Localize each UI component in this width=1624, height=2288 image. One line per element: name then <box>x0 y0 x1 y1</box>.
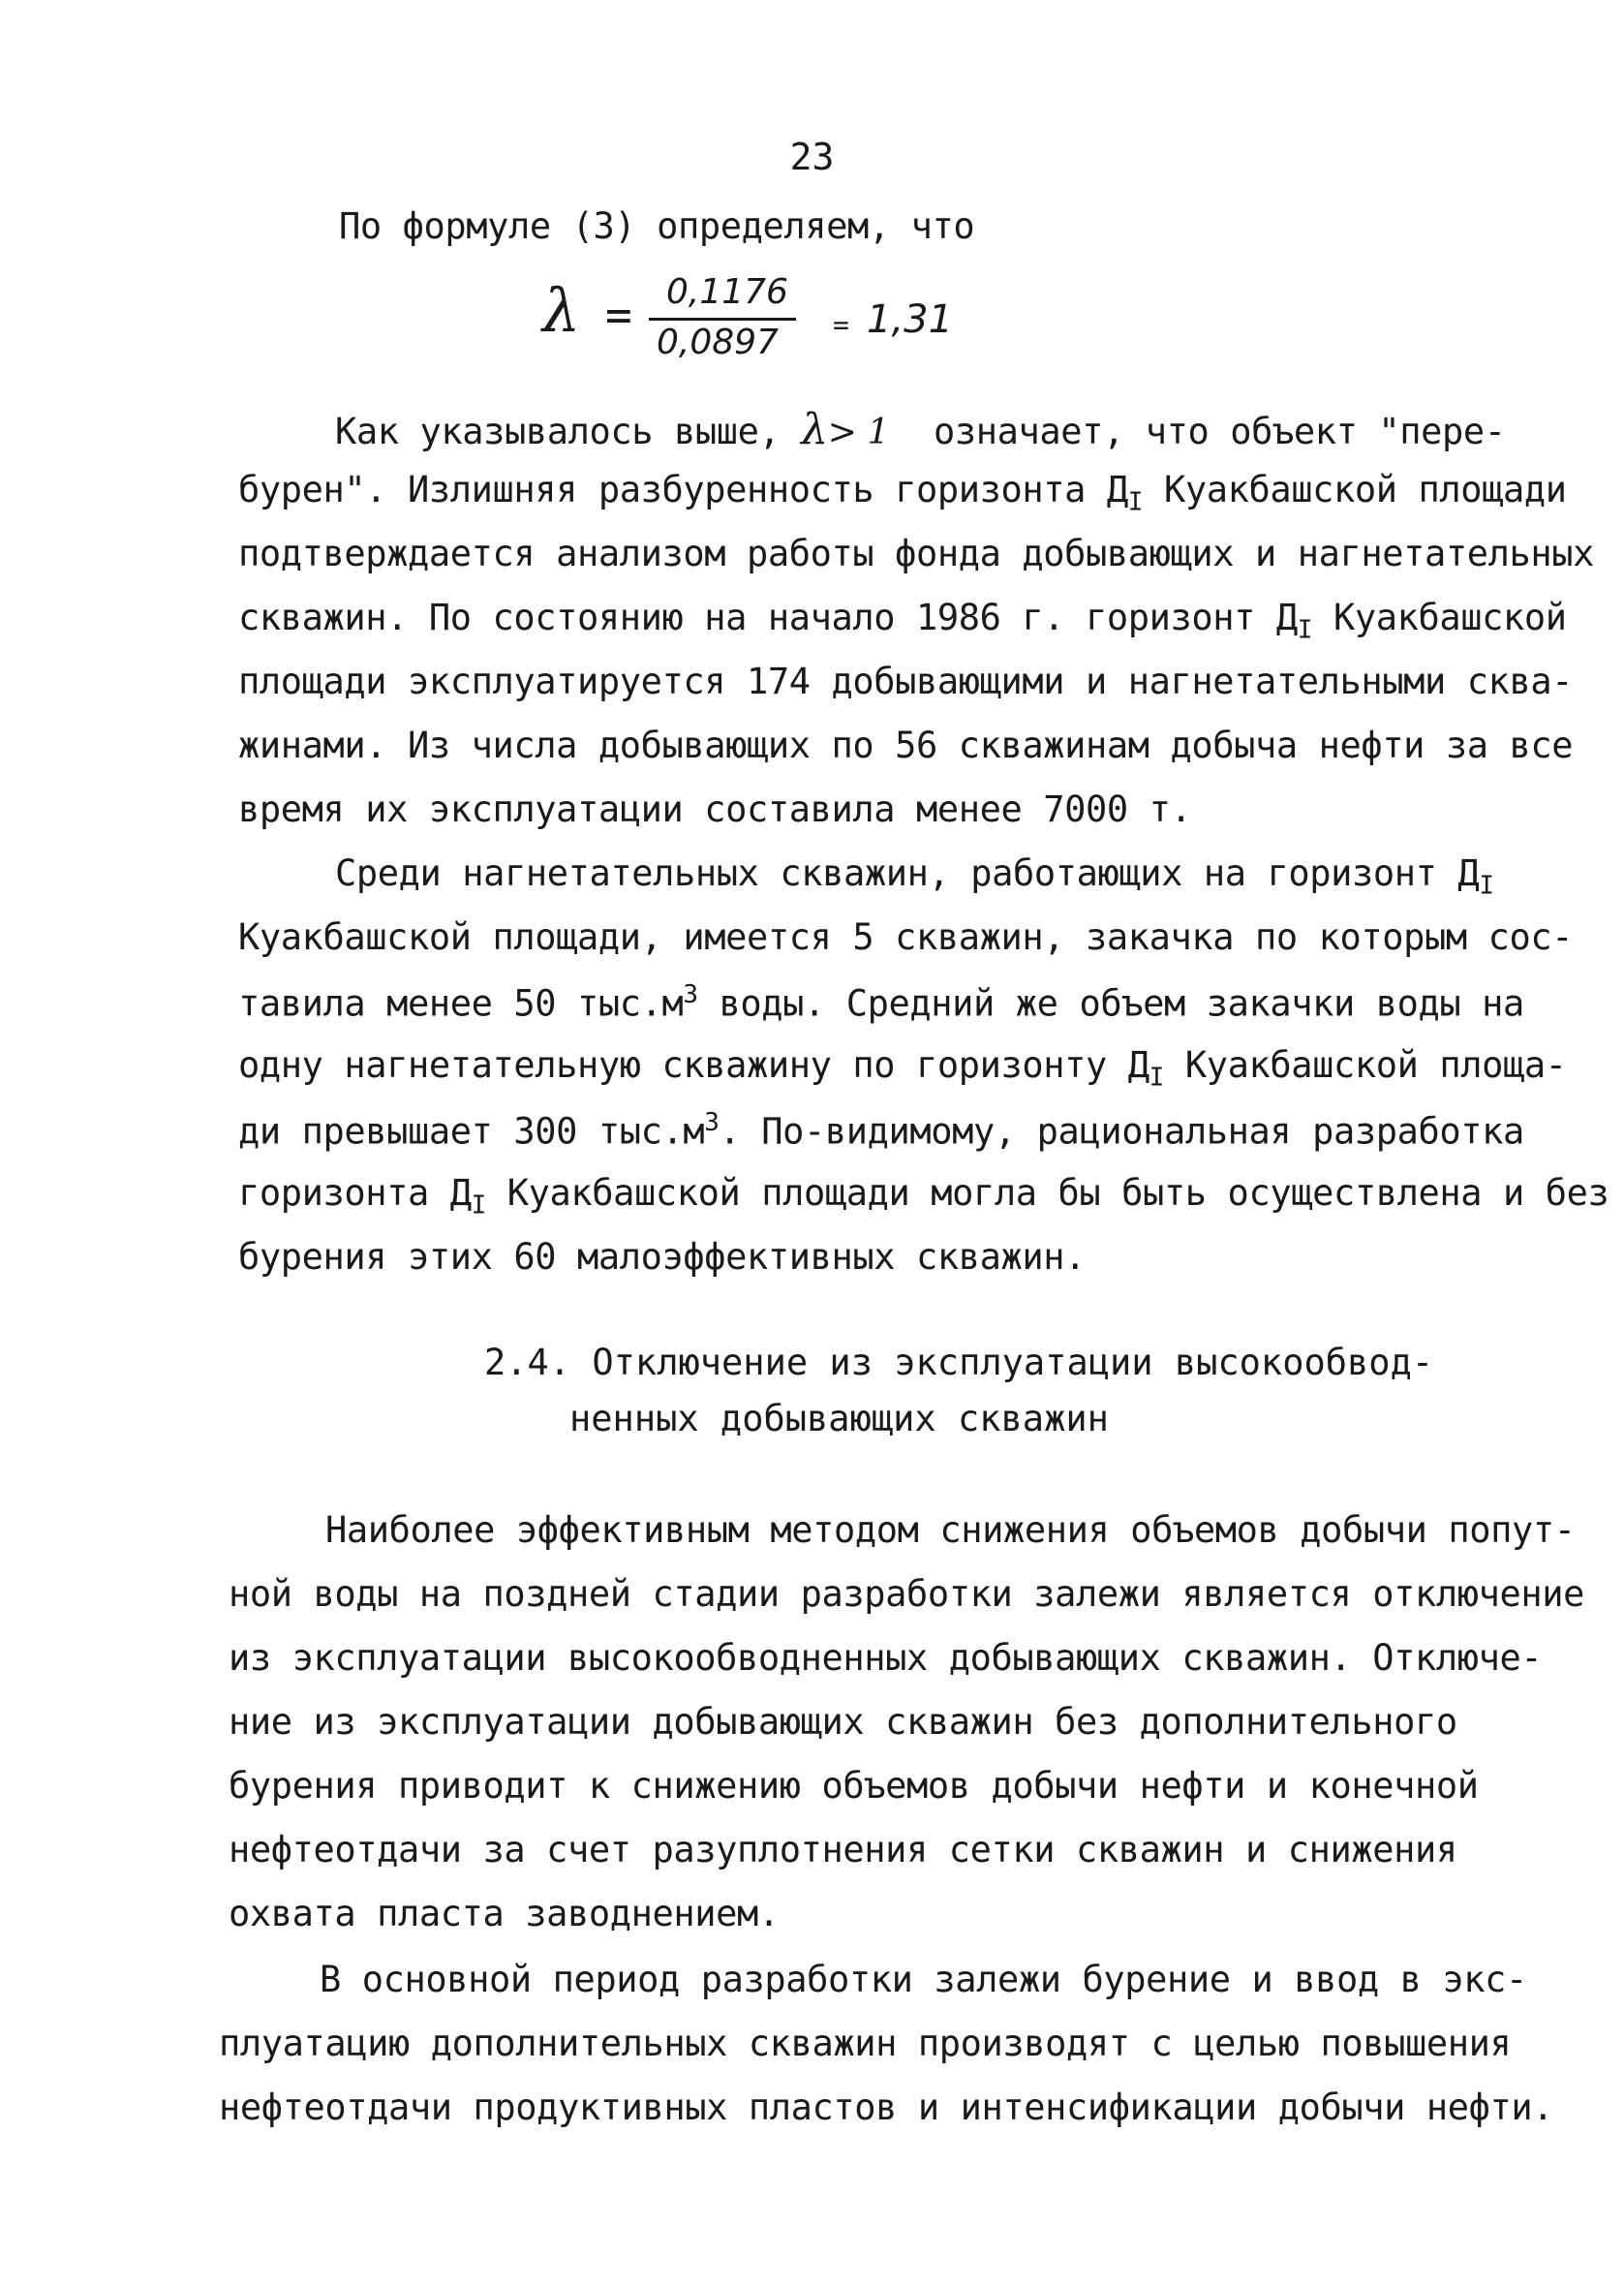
fraction-bar <box>649 318 796 321</box>
p1-line5: площади эксплуатируется 174 добывающими и нагнетательными сква- <box>238 661 1574 702</box>
formula-equals: = <box>605 289 632 341</box>
formula-numerator: 0,1176 <box>666 272 788 312</box>
page-number: 23 <box>789 136 835 178</box>
p3-line4: ние из эксплуатации добывающих скважин без дополнительного <box>229 1701 1457 1743</box>
p3-line5: бурения приводит к снижению объемов добычи нефти и конечной <box>229 1765 1479 1807</box>
result-equals: = <box>833 309 849 341</box>
p4-line3: нефтеотдачи продуктивных пластов и интенсификации добычи нефти. <box>219 2087 1554 2128</box>
p2-line3: тавила менее 50 $тыс.м^3$ воды. Средний же объем закачки воды на <box>238 980 1524 1025</box>
intro-line: По формуле (3) определяем, что <box>339 205 975 247</box>
section-heading-line2: ненных добывающих скважин <box>569 1398 1109 1439</box>
p2-line2: Куакбашской площади, имеется 5 скважин, закачка по которым сос- <box>238 916 1574 958</box>
p3-line2: ной воды на поздней стадии разработки залежи является отключение <box>229 1573 1585 1615</box>
p1-line1: Как указывалось выше, λ> 1 означает, что объект "пере- <box>335 405 1506 454</box>
p3-line7: охвата пласта заводнением. <box>229 1893 780 1934</box>
p2-line1: Среди нагнетательных скважин, работающих на горизонт $Д_I$ <box>335 852 1494 901</box>
p1-line6: жинами. Из числа добывающих по 56 скважинам добыча нефти за все <box>238 725 1574 766</box>
p4-line1: В основной период разработки залежи бурение и ввод в экс- <box>320 1959 1527 2000</box>
formula-result: 1,31 <box>867 297 954 342</box>
p2-line6: горизонта $Д_I$ Куакбашской площади могла бы быть осуществлена и без <box>238 1172 1609 1221</box>
lambda-formula <box>542 262 954 378</box>
p4-line2: плуатацию дополнительных скважин производят с целью повышения <box>219 2023 1512 2064</box>
p1-line2: бурен". Излишняя разбуренность горизонта $Д_I$ Куакбашской площади <box>238 469 1567 517</box>
p1-line7: время их эксплуатации составила менее 7000 т. <box>238 788 1192 830</box>
p2-line4: одну нагнетательную скважину по горизонту $Д_I$ Куакбашской площа- <box>238 1044 1567 1093</box>
inline-lambda: λ <box>801 405 828 454</box>
formula-denominator: 0,0897 <box>657 323 779 362</box>
p3-line6: нефтеотдачи за счет разуплотнения сетки скважин и снижения <box>229 1829 1457 1871</box>
p1-line3: подтверждается анализом работы фонда добывающих и нагнетательных <box>238 533 1595 574</box>
p2-line5: ди превышает 300 $тыс.м^3$. По-видимому, рациональная разработка <box>238 1108 1524 1153</box>
section-heading-line1: 2.4. Отключение из эксплуатации высокообвод- <box>484 1342 1434 1383</box>
p3-line1: Наиболее эффективным методом снижения объемов добычи попут- <box>325 1509 1576 1551</box>
p2-line7: бурения этих 60 малоэффективных скважин. <box>238 1236 1087 1278</box>
p1-line4: скважин. По состоянию на начало 1986 г. горизонт $Д_I$ Куакбашской <box>238 597 1567 645</box>
p3-line3: из эксплуатации высокообводненных добывающих скважин. Отключе- <box>229 1637 1543 1679</box>
formula-lambda: λ <box>542 275 581 346</box>
